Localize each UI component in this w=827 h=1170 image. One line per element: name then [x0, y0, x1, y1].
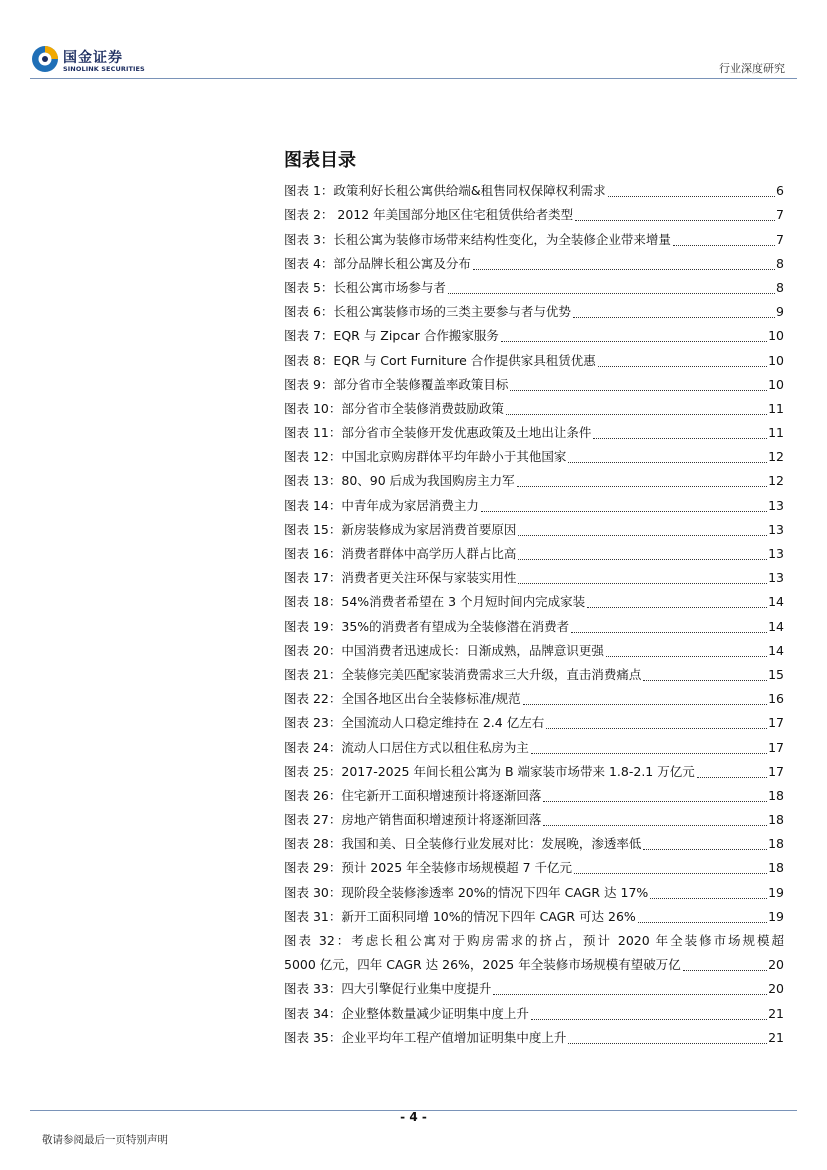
toc-entry-label: 图表 9：部分省市全装修覆盖率政策目标 [284, 376, 509, 392]
toc-leader-dots [531, 739, 767, 754]
toc-entry-page: 13 [768, 570, 784, 586]
toc-entry-label: 图表 5：长租公寓市场参与者 [284, 279, 446, 295]
toc-leader-dots [543, 787, 767, 802]
toc-entry-11[interactable] [284, 418, 784, 442]
toc-entry-13[interactable] [284, 466, 784, 490]
toc-entry-10[interactable] [284, 394, 784, 418]
toc-leader-dots [571, 618, 767, 633]
footer-disclaimer: 敬请参阅最后一页特别声明 [42, 1134, 168, 1146]
toc-entry-page: 11 [768, 425, 784, 441]
toc-leader-dots [518, 521, 767, 536]
toc-entry-label: 图表 34：企业整体数量减少证明集中度上升 [284, 1005, 529, 1021]
toc-entry-page: 14 [768, 618, 784, 634]
toc-entry-page: 13 [768, 546, 784, 561]
toc-entry-label: 图表 21：全装修完美匹配家装消费需求三大升级，直击消费痛点 [284, 666, 642, 682]
toc-entry-after-3[interactable] [284, 1023, 784, 1047]
toc-entry-4[interactable] [284, 249, 784, 273]
toc-entry-label: 图表 8：EQR 与 Cort Furniture 合作提供家具租赁优惠 [284, 352, 596, 368]
toc-entry-24[interactable] [284, 732, 784, 756]
toc-entry-30[interactable] [284, 877, 784, 901]
toc-entry-page: 13 [768, 497, 784, 513]
toc-entry-label: 图表 23：全国流动人口稳定维持在 2.4 亿左右 [284, 715, 545, 731]
toc-entry-page: 6 [776, 183, 784, 199]
toc-entry-label: 图表 35：企业平均年工程产值增加证明集中度上升 [284, 1029, 567, 1045]
toc-leader-dots [493, 980, 767, 995]
toc-leader-dots [593, 424, 767, 439]
toc-entry-27[interactable] [284, 805, 784, 829]
toc-entry-label: 图表 2： 2012 年美国部分地区住宅租赁供给者类型 [284, 207, 574, 223]
toc-entry-page: 18 [768, 787, 784, 803]
toc-entry-label: 图表 30：现阶段全装修渗透率 20%的情况下四年 CAGR 达 17% [284, 884, 649, 900]
toc-entry-page: 8 [776, 279, 784, 295]
toc-entry-page: 9 [776, 304, 784, 320]
toc-entry-page: 14 [768, 594, 784, 610]
toc-leader-dots [568, 448, 767, 463]
toc-entry-page: 17 [768, 739, 784, 755]
toc-entry-6[interactable] [284, 297, 784, 321]
toc-entry-page: 19 [768, 884, 784, 900]
toc-entry-label: 图表 17：消费者更关注环保与家装实用性 [284, 570, 517, 586]
toc-entry-label: 图表 26：住宅新开工面积增速预计将逐渐回落 [284, 787, 542, 803]
toc-entry-page: 17 [768, 715, 784, 731]
toc-leader-dots [643, 835, 767, 850]
toc-leader-dots [518, 569, 767, 584]
toc-entry-page: 20 [768, 981, 784, 997]
toc-leader-dots [638, 908, 767, 923]
toc-entry-page: 15 [768, 666, 784, 682]
toc-entry-2[interactable] [284, 200, 784, 224]
toc-entry-23[interactable] [284, 708, 784, 732]
toc-entry-22[interactable] [284, 684, 784, 708]
toc-entry-label: 图表 3：长租公寓为装修市场带来结构性变化，为全装修企业带来增量 [284, 231, 671, 247]
toc-leader-dots [606, 642, 767, 657]
toc-entry-label: 图表 22：全国各地区出台全装修标准/规范 [284, 691, 521, 707]
toc-entry-page: 8 [776, 255, 784, 271]
toc-leader-dots [510, 376, 767, 391]
toc-leader-dots [573, 303, 775, 318]
toc-entry-after-2[interactable] [284, 998, 784, 1022]
toc-entry-label: 图表 10：部分省市全装修消费鼓励政策 [284, 400, 504, 416]
toc-entry-page: 19 [768, 908, 784, 924]
table-of-figures [284, 176, 784, 1047]
toc-leader-dots [650, 884, 767, 899]
toc-entry-19[interactable] [284, 611, 784, 635]
toc-leader-dots [518, 545, 767, 560]
toc-leader-dots [608, 182, 775, 197]
toc-entry-25[interactable] [284, 757, 784, 781]
toc-entry-label: 图表 20：中国消费者迅速成长：日渐成熟，品牌意识更强 [284, 642, 604, 658]
logo-chinese-name: 国金证券 [63, 50, 123, 66]
toc-entry-32-line1[interactable] [284, 926, 784, 950]
toc-leader-dots [697, 763, 767, 778]
toc-entry-15[interactable] [284, 515, 784, 539]
toc-entry-29[interactable] [284, 853, 784, 877]
toc-entry-label: 图表 28：我国和美、日全装修行业发展对比：发展晚，渗透率低 [284, 836, 642, 852]
toc-entry-page: 17 [768, 763, 784, 779]
toc-entry-page: 7 [776, 231, 784, 247]
toc-leader-dots [501, 327, 767, 342]
toc-entry-31[interactable] [284, 902, 784, 926]
page-number: - 4 - [400, 1110, 427, 1124]
toc-entry-label: 图表 27：房地产销售面积增速预计将逐渐回落 [284, 812, 542, 828]
toc-entry-page: 18 [768, 812, 784, 828]
toc-entry-20[interactable] [284, 636, 784, 660]
toc-entry-label: 图表 14：中青年成为家居消费主力 [284, 497, 479, 513]
toc-entry-32-line2[interactable] [284, 950, 784, 974]
toc-entry-label: 图表 31：新开工面积同增 10%的情况下四年 CAGR 可达 26% [284, 908, 636, 924]
sinolink-logo-icon [30, 44, 60, 74]
toc-entry-label: 图表 29：预计 2025 年全装修市场规模超 7 千亿元 [284, 860, 573, 876]
toc-entry-label: 图表 33：四大引擎促行业集中度提升 [284, 981, 492, 997]
toc-entry-5[interactable] [284, 273, 784, 297]
toc-entry-3[interactable] [284, 224, 784, 248]
toc-leader-dots [683, 956, 767, 971]
toc-entry-8[interactable] [284, 345, 784, 369]
toc-leader-dots [643, 666, 767, 681]
toc-entry-7[interactable] [284, 321, 784, 345]
toc-entry-label: 图表 24：流动人口居住方式以租住私房为主 [284, 739, 529, 755]
toc-entry-page: 13 [768, 521, 784, 537]
toc-entry-label: 5000 亿元，四年 CAGR 达 26%，2025 年全装修市场规模有望破万亿 [284, 957, 681, 973]
toc-entry-label: 图表 15：新房装修成为家居消费首要原因 [284, 521, 517, 537]
toc-entry-page: 7 [776, 207, 784, 223]
toc-entry-label: 图表 19：35%的消费者有望成为全装修潜在消费者 [284, 618, 570, 634]
toc-entry-26[interactable] [284, 781, 784, 805]
toc-leader-dots [473, 255, 775, 270]
toc-entry-17[interactable] [284, 563, 784, 587]
toc-entry-page: 21 [768, 1029, 784, 1045]
toc-entry-label: 图表 13：80、90 后成为我国购房主力军 [284, 473, 515, 489]
toc-entry-page: 16 [768, 691, 784, 707]
toc-entry-label: 图表 16：消费者群体中高学历人群占比高 [284, 546, 517, 561]
toc-entry-page: 11 [768, 400, 784, 416]
toc-leader-dots [448, 279, 775, 294]
toc-entry-label: 图表 25：2017-2025 年间长租公寓为 B 端家装市场带来 1.8-2.1 万亿元 [284, 763, 695, 779]
toc-entry-14[interactable] [284, 490, 784, 514]
toc-entry-21[interactable] [284, 660, 784, 684]
toc-entry-label: 图表 1：政策利好长租公寓供给端&租售同权保障权利需求 [284, 183, 606, 199]
toc-entry-label: 图表 4：部分品牌长租公寓及分布 [284, 255, 471, 271]
toc-entry-after-1[interactable] [284, 974, 784, 998]
report-type-label: 行业深度研究 [719, 62, 785, 75]
toc-entry-9[interactable] [284, 370, 784, 394]
toc-entry-18[interactable] [284, 587, 784, 611]
toc-leader-dots [575, 206, 775, 221]
toc-entry-page: 10 [768, 376, 784, 392]
toc-leader-dots [523, 690, 768, 705]
toc-leader-dots [531, 1005, 767, 1020]
page-header [0, 0, 827, 82]
toc-entry-page: 12 [768, 449, 784, 465]
toc-entry-1[interactable] [284, 176, 784, 200]
toc-leader-dots [568, 1029, 767, 1044]
toc-entry-page: 10 [768, 328, 784, 344]
toc-entry-label: 图表 12：中国北京购房群体平均年龄小于其他国家 [284, 449, 567, 465]
header-divider [30, 78, 797, 79]
toc-entry-page: 18 [768, 836, 784, 852]
toc-entry-28[interactable] [284, 829, 784, 853]
toc-entry-label: 图表 11：部分省市全装修开发优惠政策及土地出让条件 [284, 425, 592, 441]
toc-entry-page: 12 [768, 473, 784, 489]
toc-entry-page: 14 [768, 642, 784, 658]
toc-leader-dots [587, 593, 767, 608]
toc-entry-label: 图表 32：考虑长租公寓对于购房需求的挤占，预计 2020 年全装修市场规模超 [284, 933, 784, 948]
toc-leader-dots [546, 714, 767, 729]
toc-leader-dots [481, 497, 767, 512]
toc-leader-dots [574, 859, 767, 874]
toc-title: 图表目录 [284, 150, 356, 171]
logo-english-name: SINOLINK SECURITIES [63, 65, 145, 73]
toc-entry-page: 10 [768, 352, 784, 368]
toc-leader-dots [673, 231, 775, 246]
toc-leader-dots [517, 472, 767, 487]
toc-leader-dots [506, 400, 767, 415]
toc-leader-dots [543, 811, 767, 826]
toc-entry-16[interactable] [284, 539, 784, 563]
toc-entry-12[interactable] [284, 442, 784, 466]
toc-entry-page: 21 [768, 1005, 784, 1021]
toc-entry-label: 图表 18：54%消费者希望在 3 个月短时间内完成家装 [284, 594, 586, 610]
toc-entry-page: 18 [768, 860, 784, 876]
toc-entry-label: 图表 6：长租公寓装修市场的三类主要参与者与优势 [284, 304, 571, 320]
toc-entry-page: 20 [768, 957, 784, 973]
toc-leader-dots [598, 352, 767, 367]
toc-entry-label: 图表 7：EQR 与 Zipcar 合作搬家服务 [284, 328, 499, 344]
